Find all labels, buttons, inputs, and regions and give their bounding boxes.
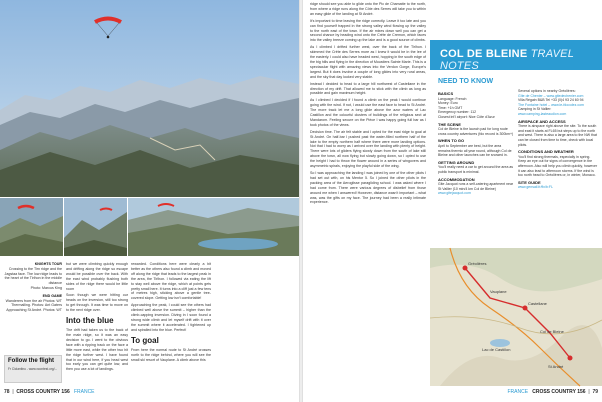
map-label: St André [548,364,564,369]
notes-section-title: THE SCENE [438,121,461,127]
follow-the-flight-box [4,355,62,383]
map-image [430,248,602,386]
notes-line: You'll really need a car to get around the area as public transport is minimal. [438,165,514,174]
subhead-to-goal: To goal [131,335,159,345]
notes-line: Closest int'l airport: Nice Côte d'Azur [438,114,495,119]
travel-notes-column-2 [518,89,598,249]
paragraph: Instead I decided to head to a large hill northwest of Castellane in the direction of my drift. That allowed me to stick with the climb as long as possible and gain maximum height. [310,81,426,96]
notes-line: Language: French [438,96,467,101]
notes-link[interactable]: www.gitejacquot.com [438,191,471,196]
right-page [303,0,602,402]
map-marker [523,306,528,311]
notes-line: Villa Régain B&B Tel +33 (0)4 93 24 60 94 [518,98,584,103]
article-column-2 [131,262,211,388]
notes-line: Money: Euro [438,101,458,106]
notes-line: Gite Jacquot runs a self-catering apartment near St Vallier (10 min/4 km Col de Bleine) [438,182,514,191]
route-map [430,248,602,386]
page-number-left: 78 [4,389,10,395]
notes-link[interactable]: Gîte de Chenier – www.gitedechenier.com [518,93,584,98]
notes-line: Col de Bleine is the launch pad for long route cross country adventures (fdo record is 300km+) [438,127,514,136]
map-label: Gréolières [468,261,487,266]
paragraph: The drift had taken us to the back of the main ridge, so it was an easy decision to go. I went to the obvious face with a ripping track on the face a little more east, while the other two hit the ridge further west. I have found that in our wind here, if you head west too early you can get quite low, and then you use a lot of landings. [66,328,128,372]
paragraph: As I climbed I drifted further west, over the back of the Tirlhon. I skimmed the Crête des Serres more as I knew it would be in the lee of the easterly. I could also have headed west, hopping in the south edge of the big hills and flying in the direction of Moustiers Sainte Marie. This is a spectacular flight with amazing views into the Verdon Gorge, Europe's largest. But it does involve a couple of long glides into very rural areas, and the sky that day looked very stable. [310,45,427,79]
map-marker [568,356,573,361]
footer-right: FRANCE CROSS COUNTRY 156 | 79 [507,389,598,395]
paragraph: So I was approaching the landing I was joined by one of the other pilots I had set out with, on his Mentor 5. So I joined the other pilots in the packing area of the Aeroglisse paragliding school. I was asked where I had come from. There were various degrees of disbelief from those around me when I answered! However, distance wasn't important – what was, was the gifts on my face. The journey had been a really intimate experience. [310,171,426,205]
paragraph: Soon though we were hitting our heads on the inversion, still too strong to get through. It was time to move on to the next ridge over. [66,293,128,313]
notes-line: Time: +1h GMT [438,105,463,110]
paragraph: but we were climbing quickly enough and drifting along the ridge so escape would be possible over the back. With the east wind probably flushing both sides of the ridge there would be little room [66,262,128,291]
photo-caption [4,262,62,313]
notes-section-title: BASICS [438,91,454,96]
notes-section-title: WHEN TO GO [438,138,465,144]
caption2-text: Wanderers from the air Photos: WT [5,298,62,303]
map-label: Col de Bleine [540,329,564,334]
notes-line: Camping in St Vallier: [518,107,552,112]
caption-credit: Photo: Marcus King [30,285,62,290]
map-label: Lac de Castillon [482,347,511,352]
article-column-1 [66,262,128,372]
paragraph: From here the normal route to St André crosses north to the ridge behind, where you will see the small ski resort of Vauplane. A climb above this [131,347,211,362]
caption2-credit2: Approaching St André. Photos: WT [6,308,62,313]
magazine-name-right: CROSS COUNTRY 156 [532,389,586,395]
caption-title: KNIGHTS TOUR [34,262,62,266]
need-to-know-heading: NEED TO KNOW [438,78,494,85]
notes-link[interactable]: www.gensail.fr/fix/b:FL [518,185,554,190]
map-label: Castellane [528,301,547,306]
notes-section-title: GETTING AROUND [438,159,475,165]
paragraph: It's important to time leaving the ridge correctly. Leave it too late and you can find yourself trapped in the strong valley wind flowing up the valley to the north east of the town. If the air mixes down well you can get a second chance by heading wind onto the Crête de Cremon, which faces into the valley breeze coming up the lake and is a good source of climbs. [310,18,426,43]
notes-line: Emergency number: 112 [438,110,477,115]
follow-box-title: Follow the flight [8,358,54,364]
caption2-credit: Thermalling. Photos: Ant Gaters [11,303,62,308]
photo-valley-lake [128,198,299,256]
caption2-title: END GAME [42,293,62,298]
notes-line: There is airspace right above the site. To the south and east it starts at FL65 but steps up to the north and west. There is also a large area to the NW that can be closed from time to time, check with local pilots. [518,124,597,147]
travel-notes-column-1 [438,89,514,249]
mountain-landscape-image [0,0,299,197]
notes-section-title: AIRSPACE AND ACCESS [518,118,566,124]
paragraph: Decision time. The air felt stable and I opted for the east ridge to goal at St André. On half-bar I pushed past the water-filled northern half of the lake to the empty northern half where there were more landing options. Not that I had to worry as I arrived over the landing with plenty of height. There were lots of gliders flying slowly down from the south of lake still above the town, all now flying but slowly going down, so I opted to use the height I had to throw the flower around in a series of wingovers and asymmetric spirals, enjoying the playful side of the wing. [310,129,426,169]
travel-notes-title: COL DE BLEINE TRAVEL NOTES [440,48,574,72]
section-name-left: FRANCE [73,389,95,395]
paragraph: rewarded. Conditions here were clearly a bit better as the others also found a climb and moved off along the ridge that leads to the largest peak in the area, the Tirlhon. I followed via eating the lift to stay well above the ridge, which at points gets pretty small here. It turns into a cliff just a few tens of metres high, sticking above a gentle tree-covered slope. Getting low isn't comfortable! [131,262,211,301]
magazine-name-left: CROSS COUNTRY 156 [16,389,70,395]
paragraph: As I climbed I decided if I found a climb on the peak I would continue going with the wind. If not, I would use the east face to head to St André. The more track let me a long glide above the azur waters of Lac Castillon and the colourful clusters of buildings of the religious sect at Mandarom. Feeling secure on the Pièce I was happy going full bar as I took photos of the views. [310,98,426,127]
photo-ridge-flight [64,198,127,256]
travel-notes-panel [430,0,602,386]
notes-link[interactable]: The Fontaine hotel – www.le-fdocolez.com [518,102,584,107]
map-marker [463,266,468,271]
photo-thermalling [0,198,63,256]
section-name-right: FRANCE [507,389,529,395]
paragraph: Approaching the peak, I could see the others had climbed well above the summit – higher than the climb-capping inversion. Diving in I soon found a strong wide climb and let myself drift with it over the summit where it accelerated. I tightened up and spiralled into the blue. Perfect! [131,303,211,332]
article-column-3 [310,2,427,205]
paragraph: ridge should see you able to glide onto the Pic de Chamatte to the north, from where a ridge runs along the Côte des Serres will take you to within an easy glide of the landing at St André. [310,2,426,16]
follow-box-link[interactable]: Fr Ciclantinu - www.xcontest.org/... [8,367,58,371]
travel-notes-header [430,40,602,70]
left-page [0,0,299,402]
main-photo-paraglider-over-mountains [0,0,299,197]
notes-section-title: CONDITIONS AND WEATHER [518,149,574,155]
page-number-right: 79 [592,389,598,395]
subhead-into-the-blue: Into the blue [66,316,114,326]
caption-text: Crossing to the Tirn ridge and the Jagstaa face. The low ridge leads to the heart of the Tirlhon in the middle distance [4,266,62,286]
notes-link[interactable]: www.camping-lasteaudion.com [518,111,567,116]
notes-section-title: SITE GUIDE [518,179,541,185]
footer-left: 78 | CROSS COUNTRY 156 FRANCE [4,389,95,395]
notes-line: Several options in nearby Gréolières: [518,89,576,93]
notes-line: April to September are best, but the area remains thermic all year round, although Col de Bleine and other launches can be snowed in. [438,143,512,158]
notes-line: You'll find strong thermals, especially in spring. Keep an eye out for signs of convergence in the afternoon. Also will help you climb quickly, however it can also lead to afternoon storms. If the wind is too north head to Gréolières or, in winter, Monaco. [518,154,598,178]
notes-section-title: ACCOMMODATION [438,176,475,182]
map-label: Vauplane [490,289,507,294]
